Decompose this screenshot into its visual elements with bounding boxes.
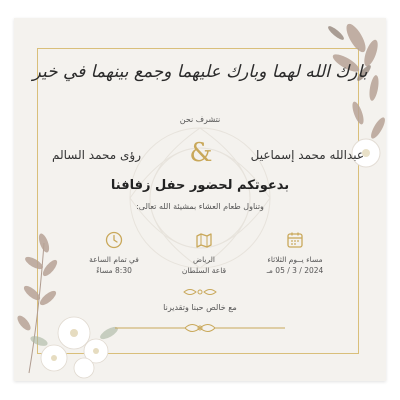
intro-line: نتشرف نحن xyxy=(179,115,221,124)
calendar-icon xyxy=(285,230,305,250)
event-date xyxy=(250,230,340,276)
closing-line: مع خالص حبنا وتقديرنا xyxy=(163,303,237,312)
date-value: 2024 / 3 / 05 مـ xyxy=(266,266,324,275)
invitation-card xyxy=(14,18,386,381)
divider-ornament xyxy=(180,286,220,298)
groom-name: عبدالله محمد إسماعيل xyxy=(250,148,364,162)
dinner-line: وتناول طعام العشاء بمشيئة الله تعالى: xyxy=(136,202,264,211)
ampersand-mark: & xyxy=(189,138,213,168)
date-day: مساء يــوم الثلاثاء xyxy=(267,255,323,264)
floral-top-right-decoration xyxy=(286,18,386,168)
basmala-calligraphy: بارك الله لهما وبارك عليهما وجمع بينهما في خير xyxy=(32,62,368,82)
location-venue: قاعة السلطان xyxy=(181,266,227,275)
map-icon xyxy=(194,230,214,250)
event-location xyxy=(159,230,249,276)
time-label: في تمام الساعة xyxy=(89,255,139,264)
invitation-heading: بدعوتكم لحضور حفل زفافنا xyxy=(110,178,290,193)
bride-name: رؤى محمد السالم xyxy=(52,148,142,162)
bottom-flourish-ornament xyxy=(110,320,290,336)
time-value: 8:30 مساءً xyxy=(96,266,132,275)
location-city: الرياض xyxy=(193,255,215,264)
event-time xyxy=(69,230,159,276)
clock-icon xyxy=(104,230,124,250)
